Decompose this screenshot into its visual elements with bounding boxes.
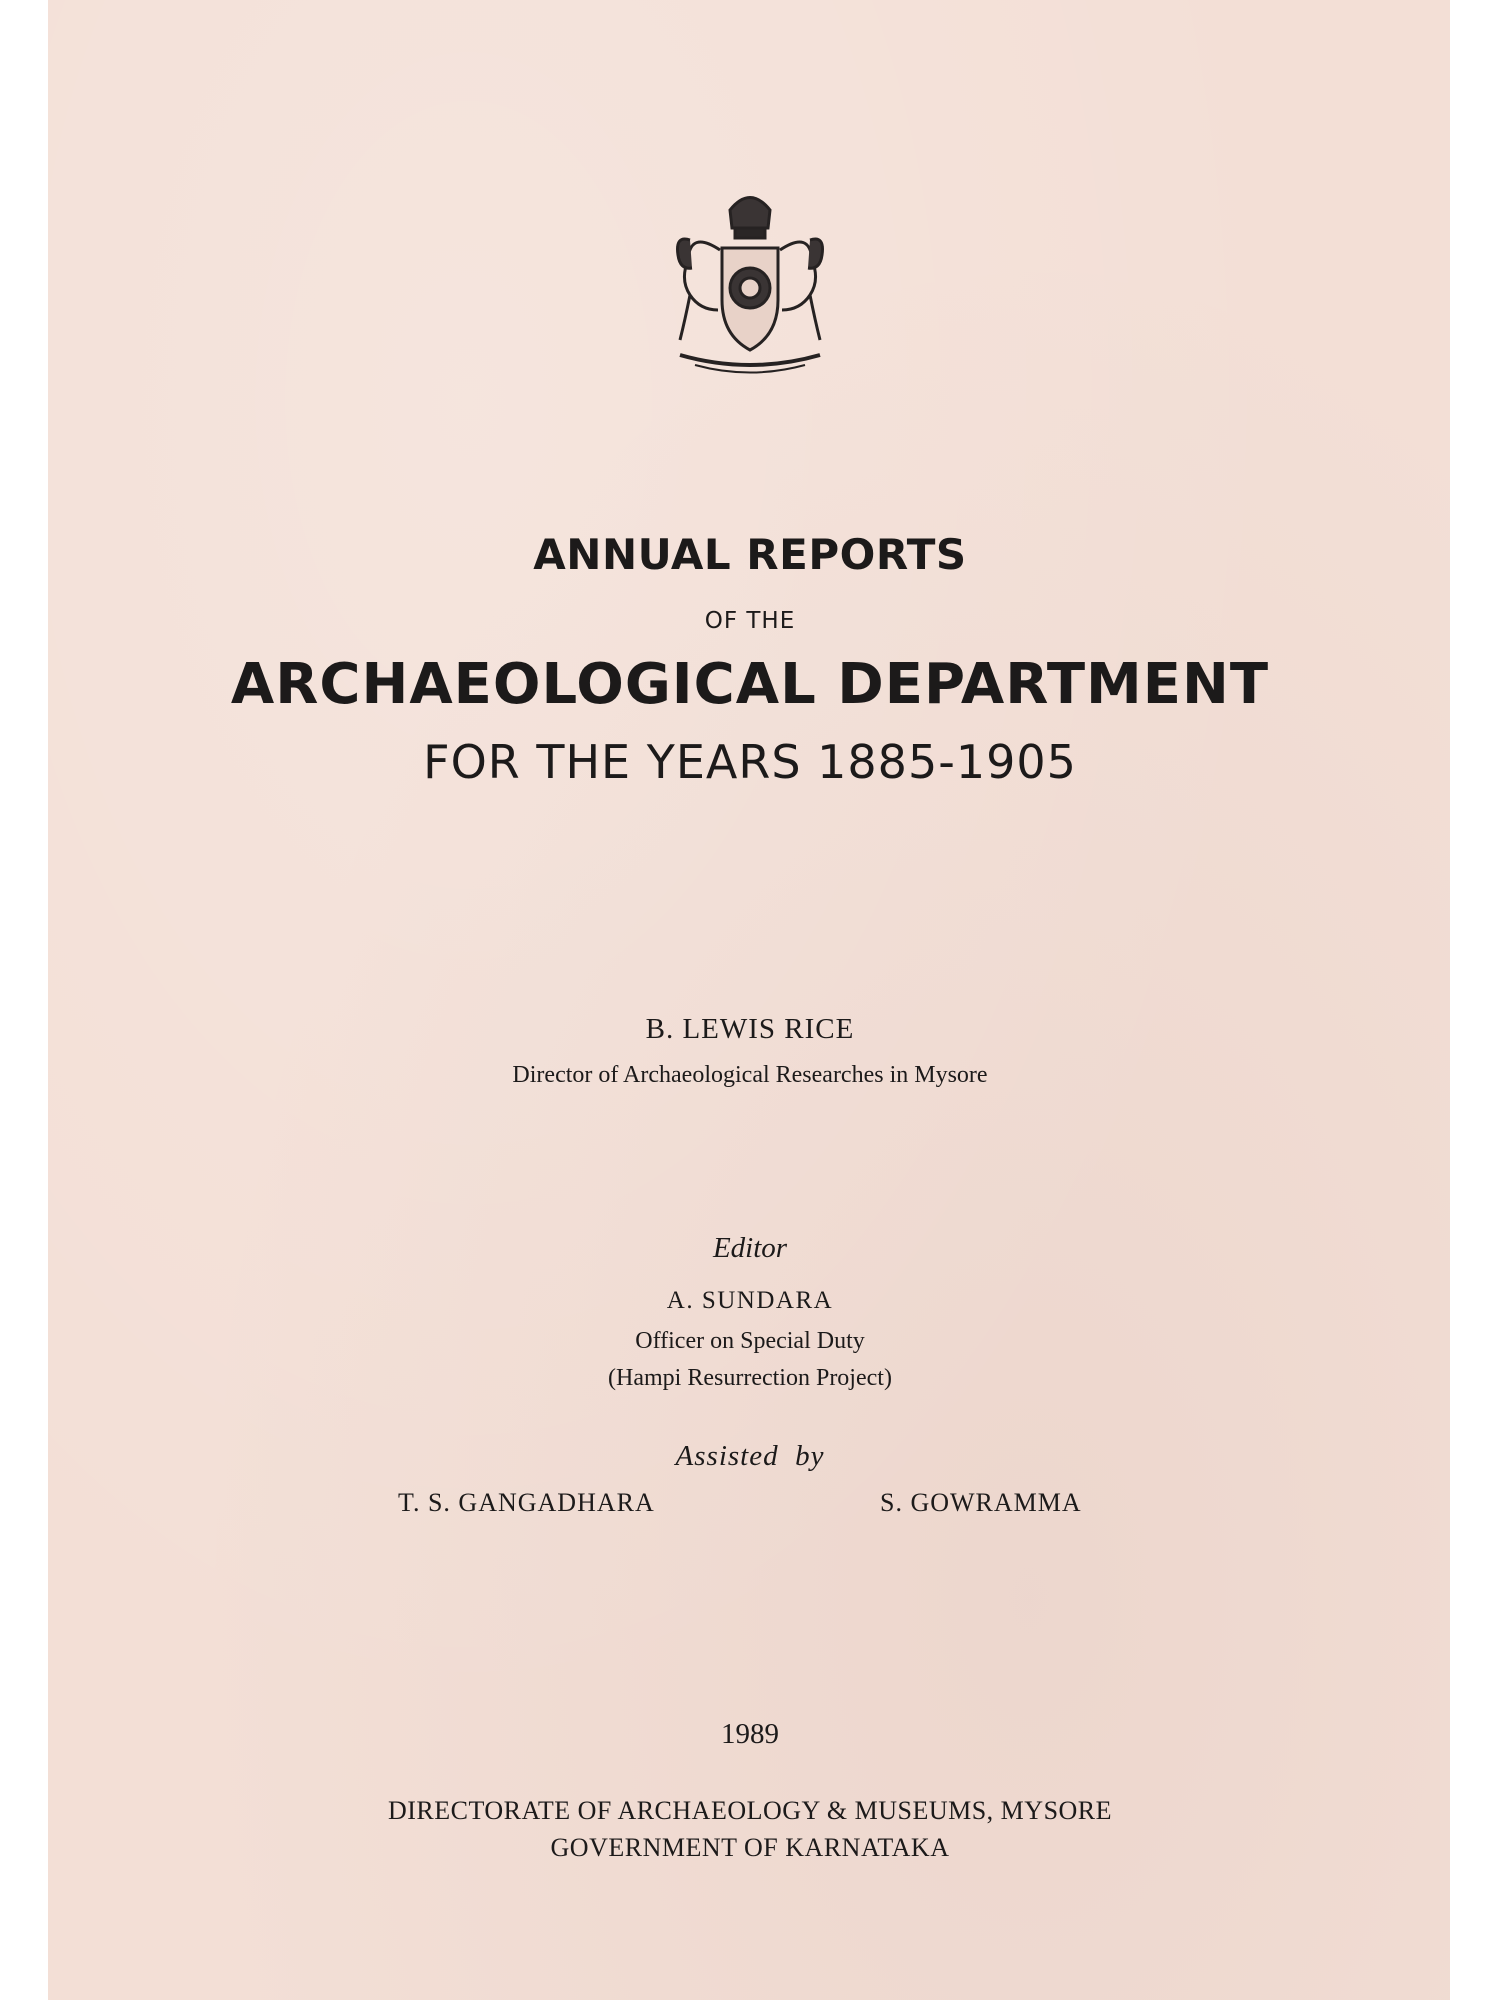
title-annual-reports: ANNUAL REPORTS bbox=[533, 530, 967, 579]
state-emblem-icon bbox=[650, 180, 850, 380]
editor-project: (Hampi Resurrection Project) bbox=[608, 1365, 892, 1391]
author-name: B. LEWIS RICE bbox=[645, 1013, 855, 1045]
publisher: DIRECTORATE OF ARCHAEOLOGY & MUSEUMS, MYSORE bbox=[387, 1796, 1113, 1825]
author-role: Director of Archaeological Researches in Mysore bbox=[512, 1062, 988, 1088]
assistant-name: S. GOWRAMMA bbox=[880, 1488, 1082, 1517]
government: GOVERNMENT OF KARNATAKA bbox=[550, 1833, 950, 1862]
editor-name: A. SUNDARA bbox=[666, 1287, 834, 1314]
title-department: ARCHAEOLOGICAL DEPARTMENT bbox=[230, 652, 1270, 717]
editor-role: Officer on Special Duty bbox=[635, 1328, 865, 1354]
assisted-label: Assisted by bbox=[675, 1440, 825, 1472]
title-of-the: OF THE bbox=[704, 608, 796, 634]
editor-label: Editor bbox=[712, 1232, 788, 1264]
assistant-name: T. S. GANGADHARA bbox=[398, 1488, 655, 1517]
title-years: FOR THE YEARS 1885-1905 bbox=[423, 735, 1077, 789]
publication-year: 1989 bbox=[721, 1718, 779, 1750]
